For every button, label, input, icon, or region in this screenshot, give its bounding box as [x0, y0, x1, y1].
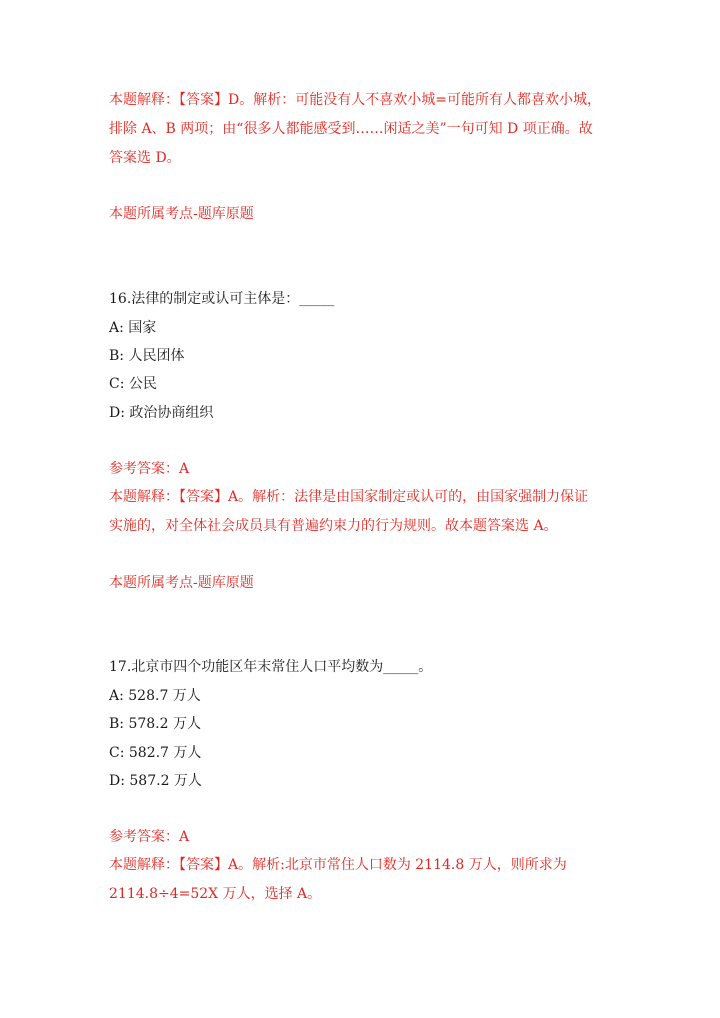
- prev-explanation-line-2: 排除 A、B 两项；由“很多人都能感受到……闲适之美”一句可知 D 项正确。故: [109, 121, 593, 137]
- q17-option-c: C: 582.7 万人: [109, 745, 202, 761]
- q17-option-b: B: 578.2 万人: [109, 716, 201, 732]
- q17-option-a: A: 528.7 万人: [109, 688, 201, 704]
- q16-explanation-line-2: 实施的，对全体社会成员具有普遍约束力的行为规则。故本题答案选 A。: [109, 518, 558, 534]
- q16-option-b: B: 人民团体: [109, 348, 185, 364]
- q17-answer: 参考答案：A: [109, 829, 190, 845]
- q17-explanation-line-2: 2114.8÷4=52X 万人，选择 A。: [109, 886, 322, 902]
- q16-option-a: A: 国家: [109, 320, 157, 336]
- q16-option-d: D: 政治协商组织: [109, 405, 214, 421]
- q17-option-d: D: 587.2 万人: [109, 773, 202, 789]
- q17-explanation-line-1: 本题解释：【答案】A。解析:北京市常住人口数为 2114.8 万人，则所求为: [109, 857, 567, 873]
- q17-stem: 17.北京市四个功能区年末常住人口平均数为_____。: [109, 659, 433, 675]
- q16-answer: 参考答案：A: [109, 461, 190, 477]
- prev-source: 本题所属考点-题库原题: [109, 206, 254, 222]
- q16-option-c: C: 公民: [109, 376, 157, 392]
- q16-source: 本题所属考点-题库原题: [109, 575, 254, 591]
- q16-stem: 16.法律的制定或认可主体是：_____: [109, 291, 335, 307]
- q16-explanation-line-1: 本题解释：【答案】A。解析：法律是由国家制定或认可的，由国家强制力保证: [109, 489, 589, 505]
- prev-explanation-line-3: 答案选 D。: [109, 150, 181, 166]
- prev-explanation-line-1: 本题解释：【答案】D。解析：可能没有人不喜欢小城=可能所有人都喜欢小城，: [109, 92, 601, 108]
